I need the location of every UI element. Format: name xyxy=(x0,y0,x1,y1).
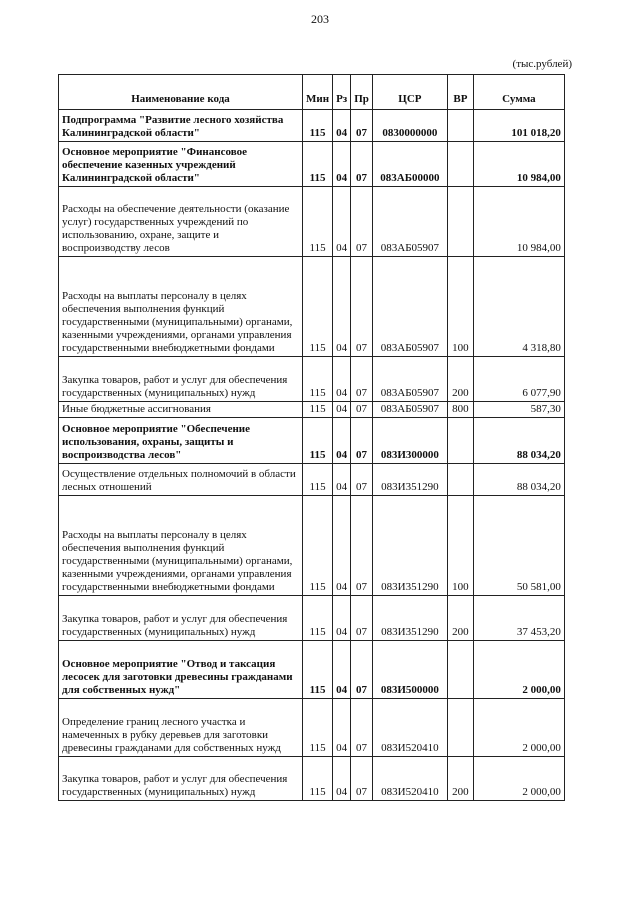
table-row xyxy=(59,142,565,187)
row-pr: 07 xyxy=(351,464,373,496)
row-sum: 587,30 xyxy=(473,402,564,418)
row-min: 115 xyxy=(303,699,333,757)
row-csr: 083И520410 xyxy=(372,757,447,801)
row-name: Основное мероприятие "Обеспечение использования, охраны, защиты и воспроизводства лесов" xyxy=(59,418,303,464)
row-vr: 100 xyxy=(447,496,473,596)
row-sum: 10 984,00 xyxy=(473,142,564,187)
row-rz: 04 xyxy=(333,757,351,801)
row-pr: 07 xyxy=(351,699,373,757)
row-csr: 083И351290 xyxy=(372,464,447,496)
row-sum: 101 018,20 xyxy=(473,110,564,142)
row-min: 115 xyxy=(303,757,333,801)
row-csr: 083И300000 xyxy=(372,418,447,464)
row-csr: 083АБ05907 xyxy=(372,357,447,402)
row-min: 115 xyxy=(303,464,333,496)
row-sum: 2 000,00 xyxy=(473,641,564,699)
row-pr: 07 xyxy=(351,496,373,596)
header-vr: ВР xyxy=(447,75,473,110)
budget-table xyxy=(58,74,565,801)
row-sum: 6 077,90 xyxy=(473,357,564,402)
row-rz: 04 xyxy=(333,187,351,257)
row-name: Расходы на обеспечение деятельности (оказание услуг) государственных учреждений по использованию, охране, защите и воспроизводству лесов xyxy=(59,187,303,257)
row-min: 115 xyxy=(303,418,333,464)
table-row xyxy=(59,641,565,699)
table-header-row xyxy=(59,75,565,110)
row-min: 115 xyxy=(303,142,333,187)
row-rz: 04 xyxy=(333,418,351,464)
row-sum: 37 453,20 xyxy=(473,596,564,641)
row-pr: 07 xyxy=(351,757,373,801)
row-rz: 04 xyxy=(333,142,351,187)
row-min: 115 xyxy=(303,496,333,596)
table-row xyxy=(59,418,565,464)
row-rz: 04 xyxy=(333,357,351,402)
header-csr: ЦСР xyxy=(372,75,447,110)
row-min: 115 xyxy=(303,641,333,699)
table-body xyxy=(59,110,565,801)
row-name: Закупка товаров, работ и услуг для обеспечения государственных (муниципальных) нужд xyxy=(59,757,303,801)
header-sum: Сумма xyxy=(473,75,564,110)
table-row xyxy=(59,110,565,142)
row-sum: 2 000,00 xyxy=(473,757,564,801)
row-csr: 0830000000 xyxy=(372,110,447,142)
row-rz: 04 xyxy=(333,257,351,357)
row-name: Основное мероприятие "Отвод и таксация лесосек для заготовки древесины гражданами для собственных нужд" xyxy=(59,641,303,699)
row-name: Основное мероприятие "Финансовое обеспечение казенных учреждений Калининградской области" xyxy=(59,142,303,187)
row-name: Иные бюджетные ассигнования xyxy=(59,402,303,418)
row-pr: 07 xyxy=(351,402,373,418)
row-csr: 083И500000 xyxy=(372,641,447,699)
table-row xyxy=(59,402,565,418)
row-min: 115 xyxy=(303,357,333,402)
row-vr xyxy=(447,699,473,757)
row-vr xyxy=(447,142,473,187)
row-min: 115 xyxy=(303,110,333,142)
row-name: Расходы на выплаты персоналу в целях обеспечения выполнения функций государственными (муниципальными) органами, казенными учреждениями, органами управления государственными внебюджетными фондами xyxy=(59,257,303,357)
row-vr: 200 xyxy=(447,757,473,801)
header-min: Мин xyxy=(303,75,333,110)
header-pr: Пр xyxy=(351,75,373,110)
table-row xyxy=(59,464,565,496)
row-sum: 88 034,20 xyxy=(473,418,564,464)
row-rz: 04 xyxy=(333,596,351,641)
row-pr: 07 xyxy=(351,418,373,464)
row-vr: 100 xyxy=(447,257,473,357)
row-pr: 07 xyxy=(351,357,373,402)
header-name: Наименование кода xyxy=(59,75,303,110)
row-rz: 04 xyxy=(333,496,351,596)
table-row xyxy=(59,496,565,596)
row-name: Закупка товаров, работ и услуг для обеспечения государственных (муниципальных) нужд xyxy=(59,596,303,641)
row-pr: 07 xyxy=(351,110,373,142)
row-sum: 50 581,00 xyxy=(473,496,564,596)
row-pr: 07 xyxy=(351,641,373,699)
row-sum: 4 318,80 xyxy=(473,257,564,357)
row-name: Закупка товаров, работ и услуг для обеспечения государственных (муниципальных) нужд xyxy=(59,357,303,402)
page-number: 203 xyxy=(311,12,329,26)
row-pr: 07 xyxy=(351,142,373,187)
row-vr: 800 xyxy=(447,402,473,418)
row-vr xyxy=(447,464,473,496)
row-rz: 04 xyxy=(333,699,351,757)
table-row xyxy=(59,257,565,357)
units-label: (тыс.рублей) xyxy=(512,58,572,70)
row-min: 115 xyxy=(303,257,333,357)
row-csr: 083АБ05907 xyxy=(372,257,447,357)
row-min: 115 xyxy=(303,187,333,257)
row-rz: 04 xyxy=(333,641,351,699)
row-sum: 88 034,20 xyxy=(473,464,564,496)
table-row xyxy=(59,187,565,257)
table-row xyxy=(59,757,565,801)
row-csr: 083АБ05907 xyxy=(372,402,447,418)
row-vr xyxy=(447,641,473,699)
row-csr: 083И351290 xyxy=(372,596,447,641)
table-row xyxy=(59,699,565,757)
table-row xyxy=(59,596,565,641)
row-vr: 200 xyxy=(447,357,473,402)
row-csr: 083И351290 xyxy=(372,496,447,596)
row-pr: 07 xyxy=(351,596,373,641)
row-name: Подпрограмма "Развитие лесного хозяйства Калининградской области" xyxy=(59,110,303,142)
table-row xyxy=(59,357,565,402)
row-vr xyxy=(447,187,473,257)
row-min: 115 xyxy=(303,596,333,641)
row-sum: 2 000,00 xyxy=(473,699,564,757)
row-csr: 083АБ00000 xyxy=(372,142,447,187)
row-vr xyxy=(447,110,473,142)
row-rz: 04 xyxy=(333,110,351,142)
row-name: Расходы на выплаты персоналу в целях обеспечения выполнения функций государственными (муниципальными) органами, казенными учреждениями, органами управления государственными внебюджетными фондами xyxy=(59,496,303,596)
row-name: Определение границ лесного участка и намеченных в рубку деревьев для заготовки древесины гражданами для собственных нужд xyxy=(59,699,303,757)
row-vr xyxy=(447,418,473,464)
row-csr: 083АБ05907 xyxy=(372,187,447,257)
row-rz: 04 xyxy=(333,464,351,496)
row-sum: 10 984,00 xyxy=(473,187,564,257)
row-min: 115 xyxy=(303,402,333,418)
row-csr: 083И520410 xyxy=(372,699,447,757)
row-rz: 04 xyxy=(333,402,351,418)
row-name: Осуществление отдельных полномочий в области лесных отношений xyxy=(59,464,303,496)
row-vr: 200 xyxy=(447,596,473,641)
row-pr: 07 xyxy=(351,257,373,357)
row-pr: 07 xyxy=(351,187,373,257)
header-rz: Рз xyxy=(333,75,351,110)
